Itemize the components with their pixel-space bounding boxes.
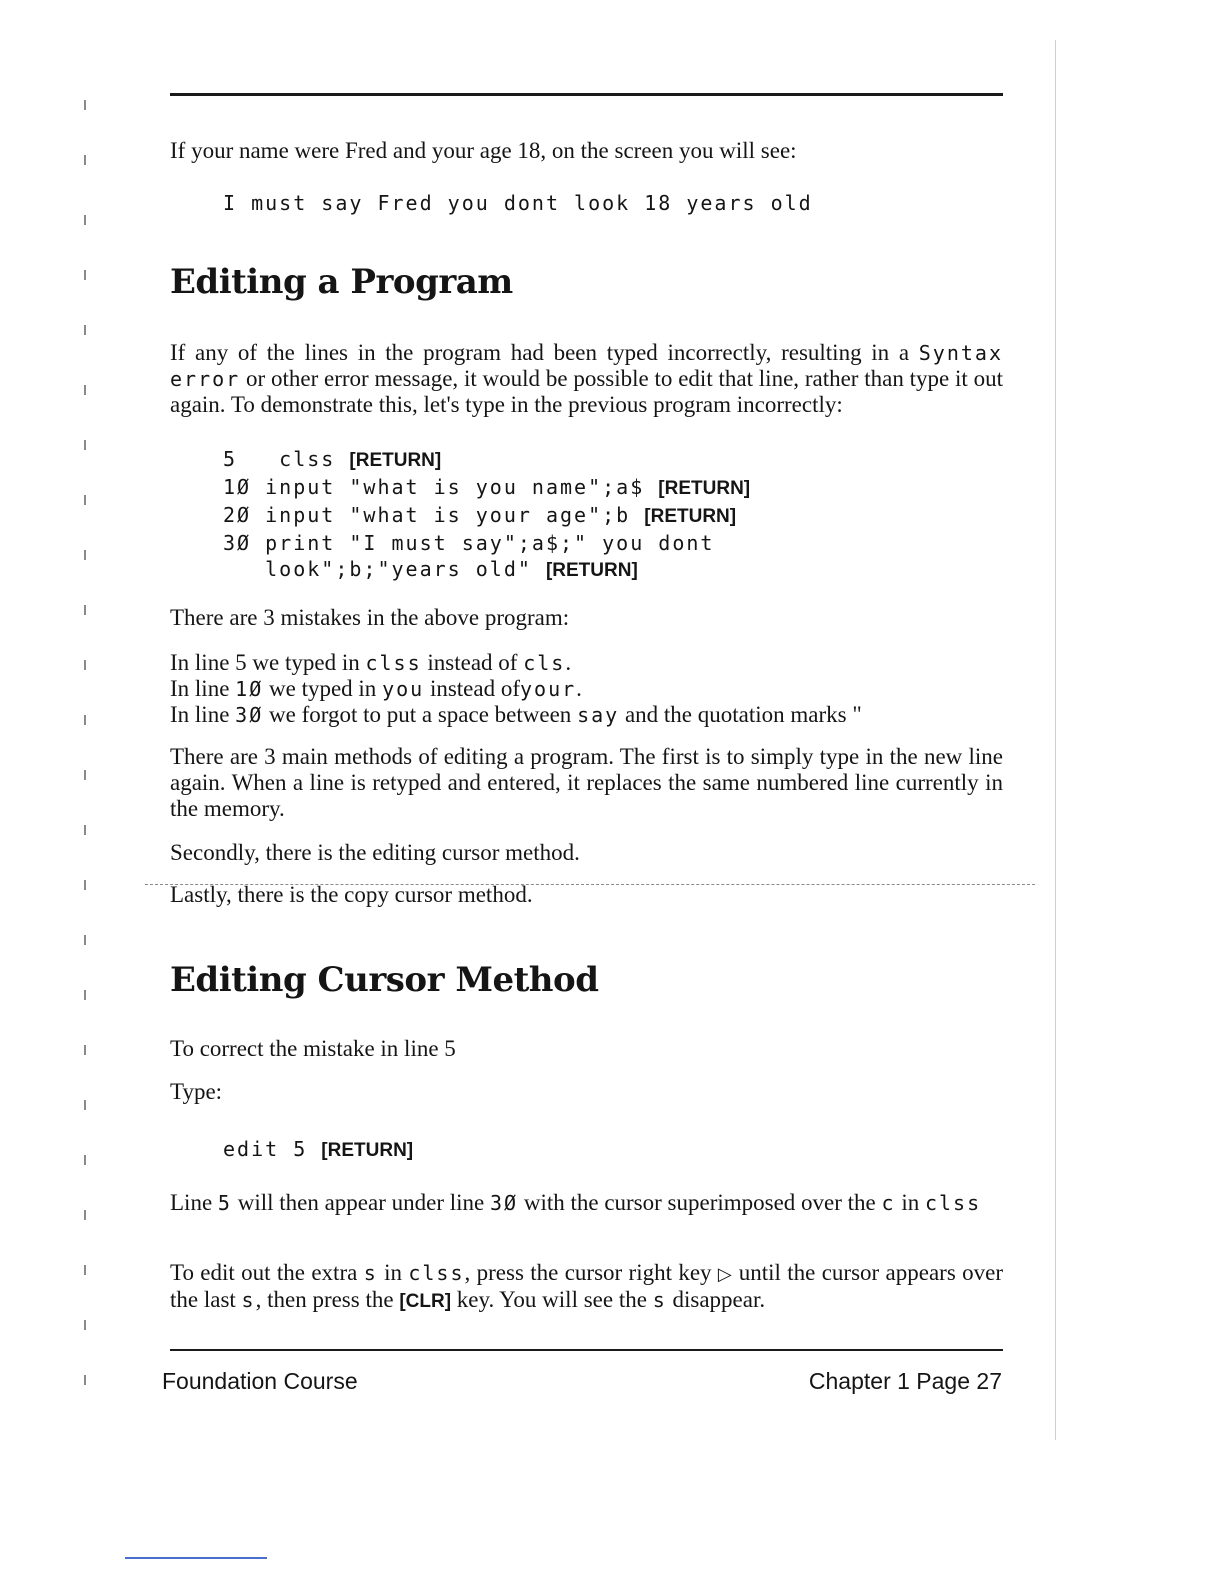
clr-key: [CLR]	[399, 1291, 452, 1312]
para-text: , then press the	[255, 1287, 394, 1312]
code-line: input "what is your age";b	[265, 503, 631, 527]
cursor-right-icon: ▷	[717, 1264, 733, 1284]
para-text: Line	[170, 1190, 213, 1215]
mistakes-list	[170, 650, 1003, 728]
para-text: key. You will see the	[456, 1287, 647, 1312]
mistake-line-number: 3Ø	[235, 703, 264, 727]
mistake-text: we typed in	[252, 650, 360, 675]
para-text: will then appear under line	[237, 1190, 485, 1215]
top-rule	[170, 93, 1003, 96]
mistake-code: cls	[523, 651, 566, 675]
mistake-text: .	[565, 650, 572, 675]
para-text: until the cursor appears over the last	[170, 1260, 1004, 1312]
section-heading-editing-cursor: Editing Cursor Method	[170, 960, 599, 1000]
para-text: , press the cursor right key	[464, 1260, 712, 1285]
inline-code: clss	[408, 1261, 465, 1285]
inline-code: clss	[924, 1191, 982, 1215]
editing-intro-paragraph	[170, 340, 1003, 418]
return-key: [RETURN]	[545, 560, 638, 581]
type-label: Type:	[170, 1079, 223, 1104]
edit-command-text: edit 5	[223, 1137, 308, 1161]
code-line-num: 1Ø	[223, 475, 252, 499]
mistake-text: instead of	[429, 676, 520, 701]
secondly-text: Secondly, there is the editing cursor method.	[170, 840, 580, 865]
mistakes-intro: There are 3 mistakes in the above program:	[170, 605, 570, 630]
code-line: look";b;"years old"	[265, 557, 532, 581]
mistake-item	[170, 702, 1003, 728]
inline-code: s	[652, 1288, 667, 1312]
line-number: 5	[217, 1191, 232, 1215]
para-text: in	[384, 1260, 402, 1285]
code-line-num: 2Ø	[223, 503, 252, 527]
code-line-num: 5	[223, 447, 238, 471]
mistake-item	[170, 676, 1003, 702]
footer-course-title: Foundation Course	[162, 1368, 358, 1394]
mistake-code: clss	[365, 651, 422, 675]
mistake-text: In line	[170, 676, 230, 701]
code-line-num: 3Ø	[223, 531, 252, 555]
line-number: 3Ø	[489, 1191, 519, 1215]
inline-code: s	[241, 1288, 256, 1312]
mistake-text: we forgot to put a space between	[269, 702, 572, 727]
code-line: print "I must say";a$;" you dont	[265, 531, 715, 555]
intro-output: I must say Fred you dont look 18 years old	[223, 191, 813, 215]
edit-command	[223, 1136, 413, 1164]
intro-text: If your name were Fred and your age 18, on the screen you will see:	[170, 138, 797, 163]
line5-paragraph	[170, 1190, 1003, 1216]
mistake-code: say	[577, 703, 620, 727]
para-text: or other error message, it would be possible to edit that line, rather than type it out again. To demonstrate this, let's type in the previous program incorrectly:	[170, 366, 1003, 417]
return-key: [RETURN]	[658, 478, 751, 499]
mistake-text: In line	[170, 702, 230, 727]
syntax-error-code: Syntax error	[170, 341, 1004, 391]
mistake-item	[170, 650, 1003, 676]
scan-artifact-line	[145, 884, 1035, 885]
code-line: clss	[279, 447, 336, 471]
return-key: [RETURN]	[321, 1140, 414, 1161]
mistake-line-number: 5	[235, 650, 247, 675]
correct-text: To correct the mistake in line 5	[170, 1036, 456, 1061]
inline-code: s	[363, 1261, 378, 1285]
section-heading-editing-program: Editing a Program	[170, 262, 513, 302]
para-text: disappear.	[672, 1287, 766, 1312]
scan-blue-mark	[125, 1557, 267, 1559]
mistake-text: In line	[170, 650, 230, 675]
edit-out-paragraph	[170, 1260, 1003, 1315]
code-line: input "what is you name";a$	[265, 475, 645, 499]
inline-code: c	[881, 1191, 896, 1215]
para-text: To edit out the extra	[170, 1260, 358, 1285]
program-listing	[223, 446, 750, 584]
binder-hole-marks	[78, 100, 94, 1400]
lastly-text: Lastly, there is the copy cursor method.	[170, 882, 533, 907]
return-key: [RETURN]	[644, 506, 737, 527]
footer-page-number: Chapter 1 Page 27	[808, 1368, 1002, 1394]
mistake-code: your	[520, 677, 577, 701]
mistake-text: instead of	[427, 650, 518, 675]
mistake-text: and the quotation marks "	[624, 702, 862, 727]
para-text: with the cursor superimposed over the	[523, 1190, 876, 1215]
mistake-line-number: 1Ø	[235, 677, 264, 701]
methods-paragraph: There are 3 main methods of editing a program. The first is to simply type in the new line again. When a line is retyped and entered, it replaces the same numbered line currently in the memory.	[170, 744, 1003, 821]
para-text: in	[901, 1190, 920, 1215]
bottom-rule	[170, 1349, 1003, 1351]
para-text: If any of the lines in the program had been typed incorrectly, resulting in a	[170, 340, 910, 365]
scan-margin-line	[1055, 40, 1056, 1440]
mistake-text: we typed in	[269, 676, 377, 701]
mistake-code: you	[382, 677, 425, 701]
return-key: [RETURN]	[349, 450, 442, 471]
mistake-text: .	[576, 676, 582, 701]
